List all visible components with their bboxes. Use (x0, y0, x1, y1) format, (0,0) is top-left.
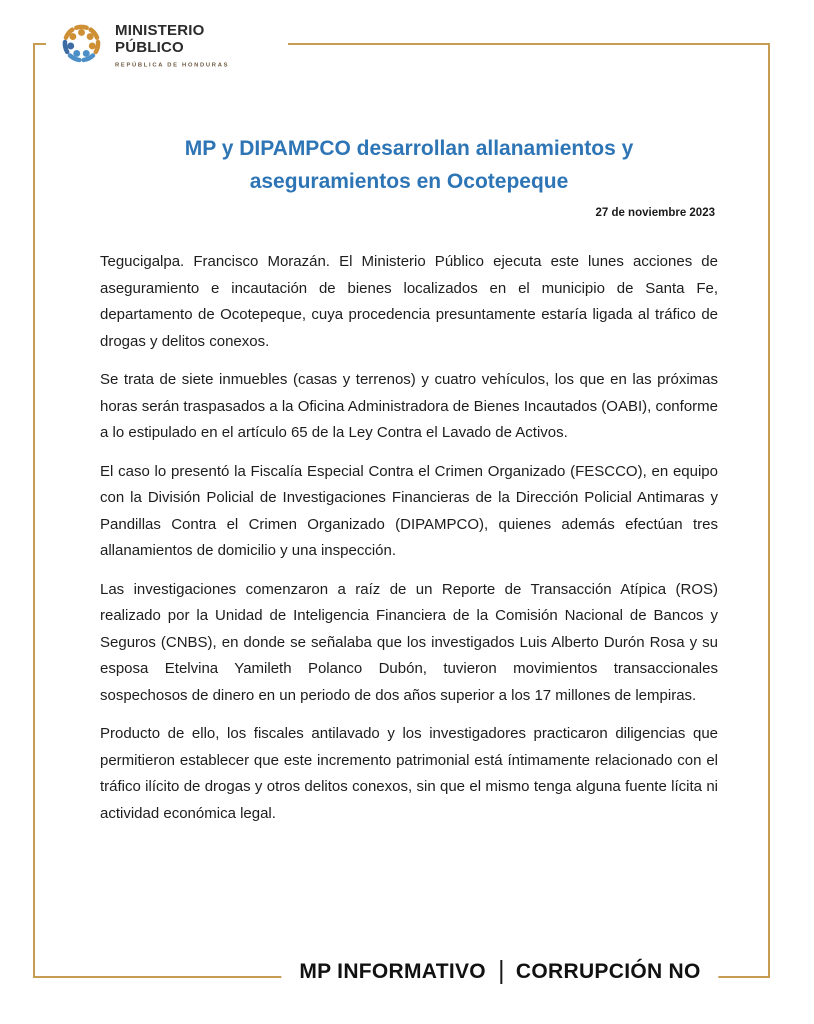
person-figure (65, 42, 74, 52)
paragraph: Producto de ello, los fiscales antilavado y los investigadores practicaron diligencias que permitieron establecer que este incremento patrimonial está íntimamente relacionado con el tráfico ilícito de drogas y otros delitos conexos, sin que el mismo tenga alguna fuente lícita ni actividad económica legal. (100, 725, 718, 822)
footer-mp-informativo: MP INFORMATIVO (299, 960, 486, 983)
person-figure (66, 30, 76, 40)
footer-corrupcion-no: CORRUPCIÓN NO (515, 960, 701, 983)
person-figure (83, 50, 93, 60)
logo-name-line2: PÚBLICO (115, 38, 184, 56)
paragraph: Las investigaciones comenzaron a raíz de un Reporte de Transacción Atípica (ROS) realizado por la Unidad de Inteligencia Financiera de la Comisión Nacional de Bancos y Seguros (CNBS), en donde se señalaba que los investigados Luis Alberto Durón Rosa y su esposa Etelvina Yamileth Polanco Dubón, tuvieron movimientos transaccionales sospechosos de dinero en un periodo de dos años superior a los 17 millones de lempiras. (100, 580, 718, 704)
footer-banner (281, 955, 718, 992)
person-figure (87, 30, 97, 40)
logo-name-line1: MINISTERIO (115, 22, 205, 39)
person-figure (70, 50, 80, 60)
people-circle-emblem-icon (58, 20, 105, 67)
article-title-line1: MP y DIPAMPCO desarrollan allanamientos y (184, 137, 634, 160)
paragraph: Se trata de siete inmuebles (casas y terrenos) y cuatro vehículos, los que en las próximas horas serán traspasados a la Oficina Administradora de Bienes Incautados (OABI), conforme a lo estipulado en el artículo 65 de la Ley Contra el Lavado de Activos. (100, 371, 718, 441)
paragraph: El caso lo presentó la Fiscalía Especial Contra el Crimen Organizado (FESCCO), en equipo con la División Policial de Investigaciones Financieras de la Dirección Policial Antimaras y Pandillas Contra el Crimen Organizado (DIPAMPCO), quienes además efectúan tres allanamientos de domicilio y una inspección. (100, 462, 718, 559)
article-title-line2: aseguramientos en Ocotepeque (249, 170, 569, 193)
article-content (100, 0, 718, 839)
article-date: 27 de noviembre 2023 (595, 207, 715, 219)
person-figure (76, 27, 86, 36)
person-figure (89, 42, 98, 52)
article-title (100, 132, 718, 198)
article-body (100, 249, 718, 827)
logo-subtitle: REPÚBLICA DE HONDURAS (115, 61, 230, 68)
separator-bar (500, 960, 502, 984)
paragraph: Tegucigalpa. Francisco Morazán. El Ministerio Público ejecuta este lunes acciones de aseguramiento e incautación de bienes localizados en el municipio de Santa Fe, departamento de Ocotepeque, cuya procedencia presuntamente estaría ligada al tráfico de drogas y delitos conexos. (100, 253, 718, 350)
